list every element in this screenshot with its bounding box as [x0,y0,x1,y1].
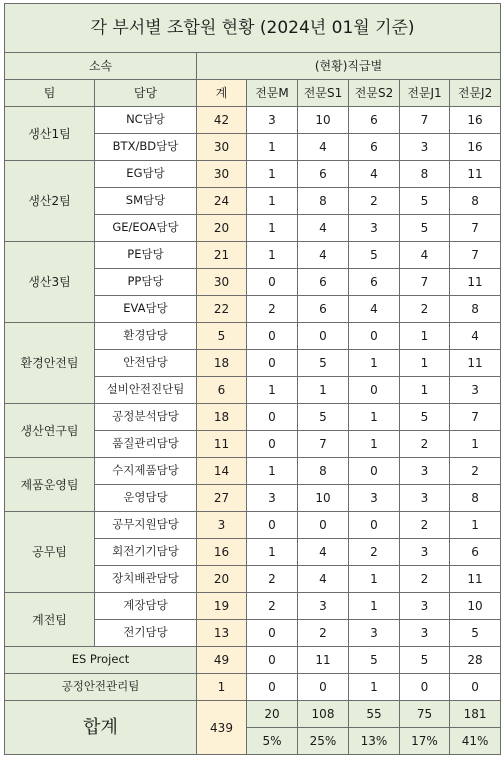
team-header: 팀 [5,80,95,107]
table-row [5,107,501,134]
charge-cell: 장치배관담당 [95,566,197,593]
grade-m-header: 전문M [247,80,298,107]
grade-s1-header: 전문S1 [298,80,349,107]
grade-count-cell: 2 [247,296,298,323]
grade-count-cell: 10 [450,593,501,620]
sum-count-cell: 20 [247,701,298,728]
grade-s2-header: 전문S2 [349,80,400,107]
grade-count-cell: 0 [247,350,298,377]
grade-count-cell: 0 [298,323,349,350]
grade-count-cell: 8 [298,458,349,485]
grade-count-cell: 5 [400,188,450,215]
team-name-cell: 생산2팀 [5,161,95,242]
grade-count-cell: 7 [450,242,501,269]
charge-cell: 공무지원담당 [95,512,197,539]
grade-count-cell: 3 [349,215,400,242]
grade-count-cell: 11 [450,350,501,377]
grade-count-cell: 3 [247,107,298,134]
grade-count-cell: 1 [400,350,450,377]
grade-count-cell: 1 [400,323,450,350]
grade-count-cell: 4 [298,134,349,161]
grade-count-cell: 5 [450,620,501,647]
grade-count-cell: 3 [450,377,501,404]
grade-count-cell: 2 [400,566,450,593]
grade-count-cell: 0 [247,674,298,701]
charge-cell: 운영담당 [95,485,197,512]
grade-count-cell: 1 [247,215,298,242]
grade-count-cell: 5 [400,215,450,242]
charge-cell: 품질관리담당 [95,431,197,458]
grade-count-cell: 28 [450,647,501,674]
grade-count-cell: 0 [247,404,298,431]
charge-cell: BTX/BD담당 [95,134,197,161]
grade-count-cell: 10 [298,107,349,134]
sum-count-cell: 108 [298,701,349,728]
table-row [5,512,501,539]
sum-count-cell: 75 [400,701,450,728]
grade-count-cell: 5 [400,404,450,431]
grade-count-cell: 1 [450,512,501,539]
grade-count-cell: 3 [349,620,400,647]
charge-cell: 환경담당 [95,323,197,350]
grade-count-cell: 4 [450,323,501,350]
grade-count-cell: 16 [450,134,501,161]
grade-count-cell: 8 [298,188,349,215]
grade-count-cell: 0 [349,512,400,539]
table-row [5,647,501,674]
grade-count-cell: 3 [400,485,450,512]
grade-count-cell: 4 [400,242,450,269]
grade-count-cell: 3 [400,458,450,485]
sum-count-cell: 181 [450,701,501,728]
charge-cell: PP담당 [95,269,197,296]
grade-j1-header: 전문J1 [400,80,450,107]
sum-percent-cell: 13% [349,728,400,755]
team-name-cell: 환경안전팀 [5,323,95,404]
team-name-cell: 계전팀 [5,593,95,647]
total-cell: 21 [197,242,247,269]
team-name-cell: 제품운영팀 [5,458,95,512]
grade-count-cell: 7 [450,215,501,242]
grade-count-cell: 4 [298,539,349,566]
total-cell: 20 [197,215,247,242]
grade-count-cell: 1 [400,377,450,404]
grade-count-cell: 7 [450,404,501,431]
grade-count-cell: 1 [349,566,400,593]
grade-count-cell: 1 [247,161,298,188]
grade-count-cell: 2 [349,539,400,566]
grade-count-cell: 7 [400,107,450,134]
sum-row-counts [5,701,501,728]
sum-total-cell: 439 [197,701,247,755]
grade-count-cell: 0 [247,431,298,458]
total-cell: 22 [197,296,247,323]
grade-count-cell: 5 [400,647,450,674]
grade-count-cell: 11 [450,566,501,593]
total-cell: 14 [197,458,247,485]
grade-count-cell: 3 [400,539,450,566]
total-cell: 5 [197,323,247,350]
grade-count-cell: 6 [298,161,349,188]
grade-count-cell: 11 [450,269,501,296]
grade-count-cell: 1 [349,593,400,620]
grade-count-cell: 3 [298,593,349,620]
grade-count-cell: 1 [349,350,400,377]
total-cell: 42 [197,107,247,134]
grade-count-cell: 0 [349,377,400,404]
sum-percent-cell: 17% [400,728,450,755]
grade-count-cell: 3 [247,485,298,512]
grade-count-cell: 1 [247,242,298,269]
grade-count-cell: 1 [247,134,298,161]
grade-count-cell: 3 [400,134,450,161]
total-cell: 18 [197,350,247,377]
grade-count-cell: 6 [298,269,349,296]
single-team-cell: ES Project [5,647,197,674]
charge-cell: 전기담당 [95,620,197,647]
grade-count-cell: 3 [349,485,400,512]
grade-count-cell: 0 [247,620,298,647]
grade-count-cell: 0 [298,674,349,701]
grade-count-cell: 0 [400,674,450,701]
total-cell: 13 [197,620,247,647]
sum-percent-cell: 41% [450,728,501,755]
total-cell: 20 [197,566,247,593]
grade-count-cell: 0 [298,512,349,539]
grade-count-cell: 2 [400,296,450,323]
grade-count-cell: 1 [247,188,298,215]
sum-percent-cell: 25% [298,728,349,755]
team-name-cell: 생산1팀 [5,107,95,161]
grade-count-cell: 4 [349,296,400,323]
grade-count-cell: 8 [450,296,501,323]
charge-cell: NC담당 [95,107,197,134]
grade-count-cell: 6 [349,134,400,161]
grade-count-cell: 2 [247,593,298,620]
grade-count-cell: 0 [349,323,400,350]
grade-count-cell: 1 [349,674,400,701]
charge-cell: 회전기기담당 [95,539,197,566]
grade-count-cell: 0 [247,512,298,539]
total-cell: 19 [197,593,247,620]
table-row [5,404,501,431]
charge-cell: 수지제품담당 [95,458,197,485]
grade-count-cell: 7 [400,269,450,296]
table-title: 각 부서별 조합원 현황 (2024년 01월 기준) [5,4,501,53]
single-team-cell: 공정안전관리팀 [5,674,197,701]
grade-count-cell: 7 [298,431,349,458]
grade-count-cell: 5 [349,242,400,269]
grade-count-cell: 6 [450,539,501,566]
table-row [5,593,501,620]
grade-count-cell: 8 [450,485,501,512]
grade-count-cell: 11 [298,647,349,674]
grade-count-cell: 5 [349,647,400,674]
grade-count-cell: 3 [400,620,450,647]
total-cell: 49 [197,647,247,674]
grade-count-cell: 2 [400,512,450,539]
sum-count-cell: 55 [349,701,400,728]
grade-count-cell: 0 [247,323,298,350]
table-row [5,674,501,701]
grade-count-cell: 1 [247,458,298,485]
grade-count-cell: 2 [450,458,501,485]
sum-percent-cell: 5% [247,728,298,755]
grade-count-cell: 1 [247,539,298,566]
team-name-cell: 공무팀 [5,512,95,593]
team-name-cell: 생산연구팀 [5,404,95,458]
grade-count-cell: 1 [298,377,349,404]
grade-count-cell: 6 [349,107,400,134]
grade-count-cell: 8 [450,188,501,215]
grade-count-cell: 1 [247,377,298,404]
grade-count-cell: 5 [298,404,349,431]
total-cell: 3 [197,512,247,539]
grade-count-cell: 16 [450,107,501,134]
charge-cell: SM담당 [95,188,197,215]
grade-header: (현황)직급별 [197,53,501,80]
charge-cell: EG담당 [95,161,197,188]
grade-count-cell: 8 [400,161,450,188]
total-cell: 24 [197,188,247,215]
grade-count-cell: 4 [349,161,400,188]
grade-count-cell: 2 [400,431,450,458]
grade-count-cell: 0 [450,674,501,701]
union-member-status-table [4,3,501,755]
grade-count-cell: 1 [450,431,501,458]
grade-count-cell: 4 [298,242,349,269]
charge-cell: 공정분석담당 [95,404,197,431]
table-row [5,242,501,269]
table-row [5,161,501,188]
grade-count-cell: 4 [298,215,349,242]
charge-cell: 안전담당 [95,350,197,377]
total-cell: 30 [197,134,247,161]
grade-count-cell: 2 [349,188,400,215]
grade-count-cell: 2 [247,566,298,593]
charge-header: 담당 [95,80,197,107]
grade-count-cell: 3 [400,593,450,620]
grade-count-cell: 6 [349,269,400,296]
table-row [5,323,501,350]
total-cell: 16 [197,539,247,566]
charge-cell: PE담당 [95,242,197,269]
grade-count-cell: 11 [450,161,501,188]
charge-cell: GE/EOA담당 [95,215,197,242]
grade-count-cell: 10 [298,485,349,512]
total-cell: 18 [197,404,247,431]
grade-count-cell: 0 [247,269,298,296]
charge-cell: EVA담당 [95,296,197,323]
total-cell: 11 [197,431,247,458]
total-header: 계 [197,80,247,107]
total-cell: 6 [197,377,247,404]
table-row [5,458,501,485]
total-cell: 1 [197,674,247,701]
charge-cell: 계장담당 [95,593,197,620]
grade-count-cell: 5 [298,350,349,377]
grade-count-cell: 0 [349,458,400,485]
charge-cell: 설비안전진단팀 [95,377,197,404]
grade-count-cell: 2 [298,620,349,647]
grade-count-cell: 6 [298,296,349,323]
sum-label: 합계 [5,701,197,755]
total-cell: 30 [197,161,247,188]
grade-j2-header: 전문J2 [450,80,501,107]
grade-count-cell: 4 [298,566,349,593]
grade-count-cell: 1 [349,404,400,431]
total-cell: 30 [197,269,247,296]
total-cell: 27 [197,485,247,512]
affiliation-header: 소속 [5,53,197,80]
team-name-cell: 생산3팀 [5,242,95,323]
grade-count-cell: 1 [349,431,400,458]
grade-count-cell: 0 [247,647,298,674]
